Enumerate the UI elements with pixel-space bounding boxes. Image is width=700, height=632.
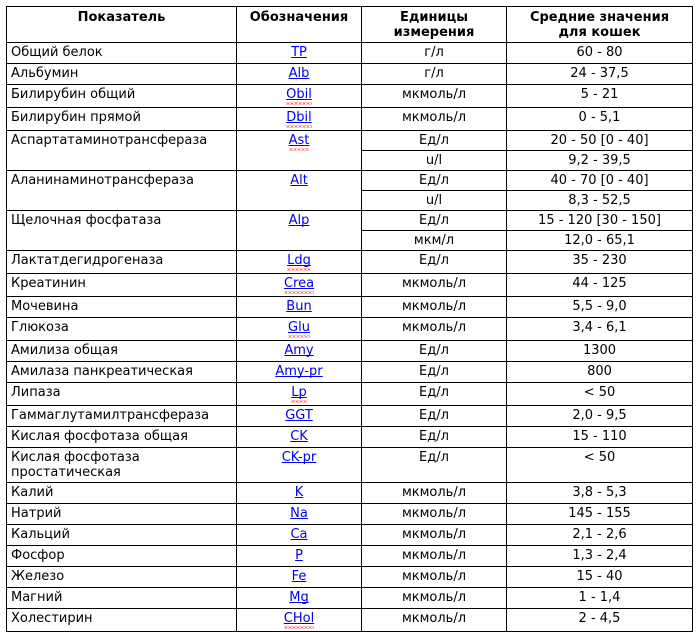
row-unit: u/l — [362, 151, 507, 171]
row-unit: мкмоль/л — [362, 525, 507, 546]
row-average-value: 40 - 70 [0 - 40] — [507, 171, 693, 191]
abbreviation-text: Bun — [286, 299, 312, 314]
row-average-value: < 50 — [507, 448, 693, 483]
row-unit: Ед/л — [362, 406, 507, 427]
row-abbreviation — [237, 483, 362, 504]
abbreviation-text: Lp — [291, 385, 307, 403]
row-abbreviation — [237, 85, 362, 108]
row-unit: Ед/л — [362, 251, 507, 274]
row-abbreviation — [237, 318, 362, 341]
row-abbreviation — [237, 64, 362, 85]
row-average-value: 8,3 - 52,5 — [507, 191, 693, 211]
row-abbreviation — [237, 504, 362, 525]
row-unit: мкмоль/л — [362, 609, 507, 632]
row-abbreviation — [237, 108, 362, 131]
abbreviation-text: Ast — [289, 133, 310, 151]
column-header-units-line1: Единицы — [400, 10, 468, 25]
row-indicator-name: Калий — [7, 483, 237, 504]
row-average-value: 1,3 - 2,4 — [507, 546, 693, 567]
abbreviation-text: CK-pr — [281, 450, 317, 465]
row-unit: г/л — [362, 64, 507, 85]
row-unit: мкмоль/л — [362, 546, 507, 567]
abbreviation-text: Amy — [284, 343, 314, 358]
table-row — [7, 609, 693, 632]
row-indicator-name: Гаммаглутамилтрансфераза — [7, 406, 237, 427]
row-unit: мкмоль/л — [362, 297, 507, 318]
row-abbreviation — [237, 171, 362, 211]
row-indicator-name: Лактатдегидрогеназа — [7, 251, 237, 274]
row-unit: Ед/л — [362, 362, 507, 383]
row-average-value: 24 - 37,5 — [507, 64, 693, 85]
row-indicator-name: Альбумин — [7, 64, 237, 85]
column-header-units-line2: измерения — [393, 25, 475, 40]
row-indicator-name: Креатинин — [7, 274, 237, 297]
row-abbreviation — [237, 383, 362, 406]
row-unit: Ед/л — [362, 383, 507, 406]
table-row — [7, 525, 693, 546]
abbreviation-text: CK — [290, 429, 308, 444]
abbreviation-text: K — [294, 485, 304, 500]
abbreviation-text: Alt — [290, 173, 308, 188]
row-unit: мкмоль/л — [362, 274, 507, 297]
row-abbreviation — [237, 427, 362, 448]
row-average-value: 15 - 120 [30 - 150] — [507, 211, 693, 231]
row-abbreviation — [237, 448, 362, 483]
abbreviation-text: Fe — [291, 569, 307, 584]
row-indicator-name: Холестирин — [7, 609, 237, 632]
row-indicator-name: Аспартатаминотрансфераза — [7, 131, 237, 171]
abbreviation-text: Amy-pr — [275, 364, 323, 379]
abbreviation-text: Mg — [289, 590, 309, 605]
row-indicator-name: Билирубин прямой — [7, 108, 237, 131]
row-average-value: 15 - 40 — [507, 567, 693, 588]
row-unit: г/л — [362, 43, 507, 64]
abbreviation-text: TP — [291, 45, 307, 60]
row-indicator-name: Фосфор — [7, 546, 237, 567]
table-row — [7, 85, 693, 108]
abbreviation-text: P — [295, 548, 303, 563]
table-row — [7, 406, 693, 427]
table-row — [7, 43, 693, 64]
table-row — [7, 171, 693, 191]
abbreviation-text: Alp — [288, 213, 310, 228]
row-indicator-name: Билирубин общий — [7, 85, 237, 108]
row-abbreviation — [237, 588, 362, 609]
table-row — [7, 297, 693, 318]
row-indicator-name: Щелочная фосфатаза — [7, 211, 237, 251]
row-average-value: 800 — [507, 362, 693, 383]
column-header-average-values-line1: Средние значения — [529, 10, 670, 25]
row-average-value: 2 - 4,5 — [507, 609, 693, 632]
table-row — [7, 427, 693, 448]
row-average-value: < 50 — [507, 383, 693, 406]
table-row — [7, 318, 693, 341]
row-unit: мкм/л — [362, 231, 507, 251]
abbreviation-text: Na — [290, 506, 308, 521]
table-header — [7, 7, 693, 43]
column-header-abbreviation: Обозначения — [237, 7, 362, 43]
row-abbreviation — [237, 609, 362, 632]
blood-reference-table — [6, 6, 693, 632]
row-unit: Ед/л — [362, 211, 507, 231]
row-average-value: 1300 — [507, 341, 693, 362]
table-row — [7, 483, 693, 504]
row-abbreviation — [237, 131, 362, 171]
row-indicator-name: Амилиза общая — [7, 341, 237, 362]
column-header-average-values-line2: для кошек — [558, 25, 641, 40]
table-row — [7, 362, 693, 383]
table-row — [7, 211, 693, 231]
row-average-value: 1 - 1,4 — [507, 588, 693, 609]
abbreviation-text: Crea — [284, 276, 314, 294]
column-header-indicator: Показатель — [7, 7, 237, 43]
row-average-value: 5 - 21 — [507, 85, 693, 108]
row-unit: мкмоль/л — [362, 318, 507, 341]
abbreviation-text: Dbil — [286, 110, 312, 128]
row-indicator-name: Амилаза панкреатическая — [7, 362, 237, 383]
table-body — [7, 43, 693, 632]
abbreviation-text: GGT — [285, 408, 313, 423]
row-indicator-name: Глюкоза — [7, 318, 237, 341]
abbreviation-text: Ca — [290, 527, 308, 542]
row-indicator-name: Липаза — [7, 383, 237, 406]
row-abbreviation — [237, 274, 362, 297]
row-average-value: 2,0 - 9,5 — [507, 406, 693, 427]
table-row — [7, 131, 693, 151]
row-unit: мкмоль/л — [362, 108, 507, 131]
abbreviation-text: Obil — [286, 87, 312, 105]
row-unit: мкмоль/л — [362, 588, 507, 609]
row-unit: u/l — [362, 191, 507, 211]
row-average-value: 3,8 - 5,3 — [507, 483, 693, 504]
row-unit: Ед/л — [362, 341, 507, 362]
row-indicator-name: Кальций — [7, 525, 237, 546]
row-unit: Ед/л — [362, 131, 507, 151]
abbreviation-text: Glu — [288, 320, 310, 338]
row-indicator-name: Железо — [7, 567, 237, 588]
row-average-value: 145 - 155 — [507, 504, 693, 525]
row-abbreviation — [237, 546, 362, 567]
table-row — [7, 274, 693, 297]
row-unit: Ед/л — [362, 448, 507, 483]
row-average-value: 2,1 - 2,6 — [507, 525, 693, 546]
row-indicator-name: Кислая фосфотаза простатическая — [7, 448, 237, 483]
row-abbreviation — [237, 567, 362, 588]
row-average-value: 0 - 5,1 — [507, 108, 693, 131]
row-indicator-name: Общий белок — [7, 43, 237, 64]
row-abbreviation — [237, 297, 362, 318]
table-row — [7, 251, 693, 274]
row-abbreviation — [237, 341, 362, 362]
row-average-value: 5,5 - 9,0 — [507, 297, 693, 318]
row-unit: мкмоль/л — [362, 567, 507, 588]
row-average-value: 60 - 80 — [507, 43, 693, 64]
row-average-value: 9,2 - 39,5 — [507, 151, 693, 171]
table-row — [7, 64, 693, 85]
abbreviation-text: Alb — [288, 66, 310, 81]
row-unit: Ед/л — [362, 171, 507, 191]
table-row — [7, 567, 693, 588]
row-indicator-name: Кислая фосфотаза общая — [7, 427, 237, 448]
row-indicator-name: Натрий — [7, 504, 237, 525]
column-header-average-values — [507, 7, 693, 43]
row-average-value: 35 - 230 — [507, 251, 693, 274]
table-row — [7, 383, 693, 406]
table-row — [7, 504, 693, 525]
row-indicator-name: Магний — [7, 588, 237, 609]
row-indicator-name: Аланинаминотрансфераза — [7, 171, 237, 211]
row-abbreviation — [237, 251, 362, 274]
table-row — [7, 546, 693, 567]
row-abbreviation — [237, 43, 362, 64]
table-row — [7, 341, 693, 362]
header-row — [7, 7, 693, 43]
row-indicator-name: Мочевина — [7, 297, 237, 318]
row-abbreviation — [237, 362, 362, 383]
row-unit: мкмоль/л — [362, 483, 507, 504]
row-unit: мкмоль/л — [362, 85, 507, 108]
abbreviation-text: CHol — [284, 611, 314, 629]
row-average-value: 20 - 50 [0 - 40] — [507, 131, 693, 151]
abbreviation-text: Ldg — [287, 253, 311, 271]
row-average-value: 15 - 110 — [507, 427, 693, 448]
row-unit: Ед/л — [362, 427, 507, 448]
row-average-value: 12,0 - 65,1 — [507, 231, 693, 251]
column-header-units — [362, 7, 507, 43]
row-abbreviation — [237, 406, 362, 427]
row-average-value: 44 - 125 — [507, 274, 693, 297]
table-row — [7, 588, 693, 609]
row-unit: мкмоль/л — [362, 504, 507, 525]
row-abbreviation — [237, 211, 362, 251]
row-average-value: 3,4 - 6,1 — [507, 318, 693, 341]
table-row — [7, 108, 693, 131]
row-abbreviation — [237, 525, 362, 546]
table-row — [7, 448, 693, 483]
